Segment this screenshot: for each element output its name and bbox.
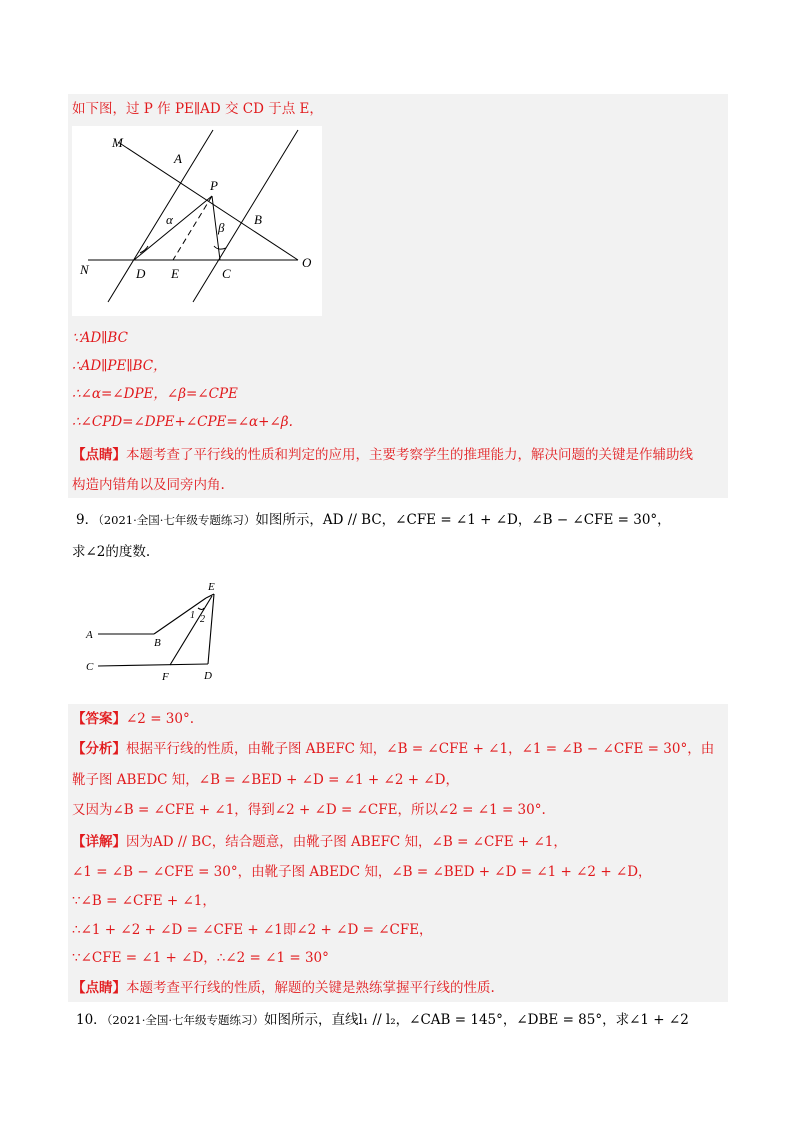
answer-text: ∠2 = 30°. xyxy=(126,711,195,727)
proof-line-1: ∵AD∥BC xyxy=(72,330,128,346)
boot-label-2: 2 xyxy=(200,614,205,625)
label-O: O xyxy=(302,255,312,270)
proof-line-3: ∴∠α=∠DPE，∠β=∠CPE xyxy=(72,386,238,402)
detail-line-1 xyxy=(72,832,567,852)
dianjing-tag: 【点睛】 xyxy=(72,447,126,463)
answer-tag: 【答案】 xyxy=(72,711,126,727)
question-9-stem xyxy=(76,510,671,530)
label-D: D xyxy=(136,266,146,281)
boot-label-A: A xyxy=(86,629,93,641)
detail-line-3: ∵∠B = ∠CFE + ∠1， xyxy=(72,893,216,909)
boot-label-E: E xyxy=(208,581,215,593)
intro-line: 如下图，过 P 作 PE∥AD 交 CD 于点 E， xyxy=(72,101,323,117)
label-beta: β xyxy=(218,220,225,235)
label-E: E xyxy=(171,266,179,281)
boot-label-F: F xyxy=(162,671,169,682)
label-P: P xyxy=(210,178,218,193)
analysis-line-2: 靴子图 ABEDC 知，∠B = ∠BED + ∠D = ∠1 + ∠2 + ∠D， xyxy=(72,772,459,788)
detail-line-5: ∵∠CFE = ∠1 + ∠D，∴∠2 = ∠1 = 30° xyxy=(72,950,329,966)
question-10-stem xyxy=(76,1010,689,1030)
dianjing-line-2: 构造内错角以及同旁内角. xyxy=(72,477,225,493)
q9-dianjing-line xyxy=(72,978,495,998)
label-N: N xyxy=(80,262,89,277)
question-9-number: 9． xyxy=(76,512,99,528)
analysis-line-1 xyxy=(72,739,714,759)
question-10-text: 如图所示，直线l₁ // l₂，∠CAB = 145°，∠DBE = 85°，求∠1 + ∠2 xyxy=(264,1012,689,1028)
question-9-text: 如图所示，AD // BC，∠CFE = ∠1 + ∠D，∠B − ∠CFE = 30°， xyxy=(255,512,671,528)
question-9-stem-2: 求∠2的度数. xyxy=(72,544,151,560)
proof-line-2: ∴AD∥PE∥BC， xyxy=(72,358,167,374)
boot-label-1: 1 xyxy=(190,610,195,621)
answer-line xyxy=(72,709,194,729)
q9-dianjing-text: 本题考查平行线的性质，解题的关键是熟练掌握平行线的性质. xyxy=(126,980,495,996)
question-10-number: 10． xyxy=(76,1012,107,1028)
figure-boot-diagram xyxy=(82,578,232,682)
label-C: C xyxy=(222,266,231,281)
boot-label-B: B xyxy=(154,637,161,649)
boot-label-C: C xyxy=(86,661,94,673)
analysis-line-3: 又因为∠B = ∠CFE + ∠1，得到∠2 + ∠D = ∠CFE，所以∠2 = ∠1 = 30°. xyxy=(72,802,546,818)
analysis-text-1: 根据平行线的性质，由靴子图 ABEFC 知，∠B = ∠CFE + ∠1，∠1 = ∠B − ∠CFE = 30°，由 xyxy=(126,741,715,757)
label-A: A xyxy=(174,151,182,166)
analysis-tag: 【分析】 xyxy=(72,741,126,757)
figure-parallel-lines xyxy=(72,126,322,316)
boot-label-D: D xyxy=(204,670,212,682)
detail-text-1: 因为AD // BC，结合题意，由靴子图 ABEFC 知，∠B = ∠CFE + ∠1， xyxy=(126,834,567,850)
label-alpha: α xyxy=(166,212,173,227)
label-B: B xyxy=(254,212,262,227)
question-10-source: （2021·全国·七年级专题练习） xyxy=(106,1013,265,1027)
q9-dianjing-tag: 【点睛】 xyxy=(72,980,126,996)
proof-line-4: ∴∠CPD=∠DPE+∠CPE=∠α+∠β. xyxy=(72,414,293,430)
detail-line-2: ∠1 = ∠B − ∠CFE = 30°，由靴子图 ABEDC 知，∠B = ∠BED + ∠D = ∠1 + ∠2 + ∠D， xyxy=(72,864,652,880)
label-M: M xyxy=(112,135,123,150)
question-9-source: （2021·全国·七年级专题练习） xyxy=(98,513,256,527)
detail-tag: 【详解】 xyxy=(72,834,126,850)
dianjing-text-1: 本题考查了平行线的性质和判定的应用，主要考察学生的推理能力，解决问题的关键是作辅助线 xyxy=(126,447,693,463)
detail-line-4: ∴∠1 + ∠2 + ∠D = ∠CFE + ∠1即∠2 + ∠D = ∠CFE， xyxy=(72,922,433,938)
dianjing-line-1 xyxy=(72,445,693,465)
